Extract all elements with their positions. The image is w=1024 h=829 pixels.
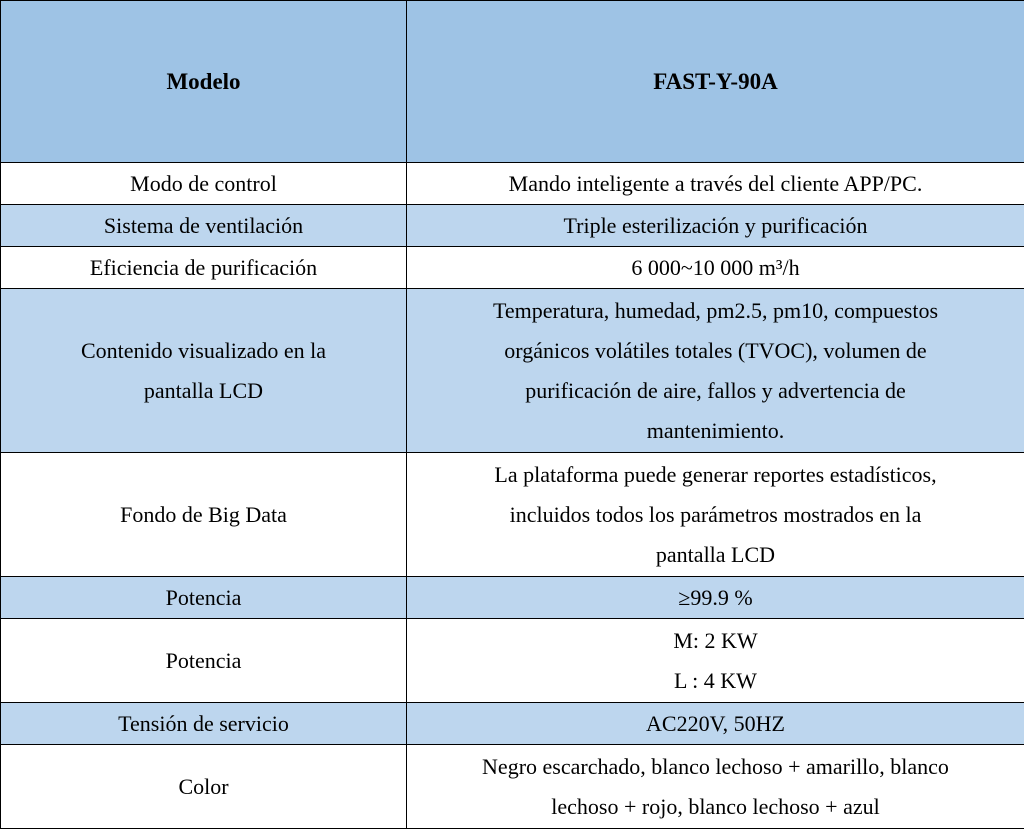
row-value-line: Triple esterilización y purificación bbox=[563, 212, 868, 238]
table-row bbox=[1, 619, 1024, 703]
row-label: Potencia bbox=[1, 577, 407, 619]
row-value bbox=[407, 247, 1024, 289]
row-label-line: Contenido visualizado en la bbox=[81, 337, 326, 363]
row-value bbox=[407, 703, 1024, 745]
row-value-line: M: 2 KW bbox=[673, 627, 758, 653]
row-value bbox=[407, 163, 1024, 205]
row-value-line: Mando inteligente a través del cliente APP/PC. bbox=[508, 170, 923, 196]
row-value-line: AC220V, 50HZ bbox=[646, 710, 785, 736]
row-label: Potencia bbox=[1, 619, 407, 703]
header-value: FAST-Y-90A bbox=[407, 1, 1024, 163]
table-row bbox=[1, 577, 1024, 619]
row-label bbox=[1, 289, 407, 453]
row-value bbox=[407, 745, 1024, 829]
row-value bbox=[407, 619, 1024, 703]
row-value-line: orgánicos volátiles totales (TVOC), volumen de bbox=[504, 337, 927, 363]
row-label: Sistema de ventilación bbox=[1, 205, 407, 247]
row-label: Fondo de Big Data bbox=[1, 453, 407, 577]
table-row bbox=[1, 205, 1024, 247]
table-row bbox=[1, 247, 1024, 289]
row-value bbox=[407, 289, 1024, 453]
table-header-row bbox=[1, 1, 1024, 163]
row-label: Color bbox=[1, 745, 407, 829]
row-value bbox=[407, 577, 1024, 619]
row-value-line: incluidos todos los parámetros mostrados en la bbox=[509, 501, 922, 527]
row-label-line: pantalla LCD bbox=[143, 377, 264, 403]
header-label: Modelo bbox=[1, 1, 407, 163]
row-value-line: mantenimiento. bbox=[646, 417, 785, 443]
row-value-line: L : 4 KW bbox=[674, 667, 757, 693]
row-value-line: Temperatura, humedad, pm2.5, pm10, compuestos bbox=[492, 297, 939, 323]
table-row bbox=[1, 163, 1024, 205]
table-row bbox=[1, 453, 1024, 577]
row-value-line: ≥99.9 % bbox=[678, 584, 753, 610]
row-value bbox=[407, 453, 1024, 577]
row-value-line: purificación de aire, fallos y advertencia de bbox=[525, 377, 906, 403]
row-label: Tensión de servicio bbox=[1, 703, 407, 745]
row-value-line: La plataforma puede generar reportes estadísticos, bbox=[494, 461, 937, 487]
table-row bbox=[1, 703, 1024, 745]
row-value-line: pantalla LCD bbox=[655, 541, 776, 567]
row-label: Modo de control bbox=[1, 163, 407, 205]
row-value bbox=[407, 205, 1024, 247]
table-row bbox=[1, 289, 1024, 453]
row-value-line: Negro escarchado, blanco lechoso + amarillo, blanco bbox=[482, 753, 949, 779]
row-label: Eficiencia de purificación bbox=[1, 247, 407, 289]
table-row bbox=[1, 745, 1024, 829]
row-value-line: 6 000~10 000 m³/h bbox=[631, 254, 800, 280]
row-value-line: lechoso + rojo, blanco lechoso + azul bbox=[551, 793, 880, 819]
